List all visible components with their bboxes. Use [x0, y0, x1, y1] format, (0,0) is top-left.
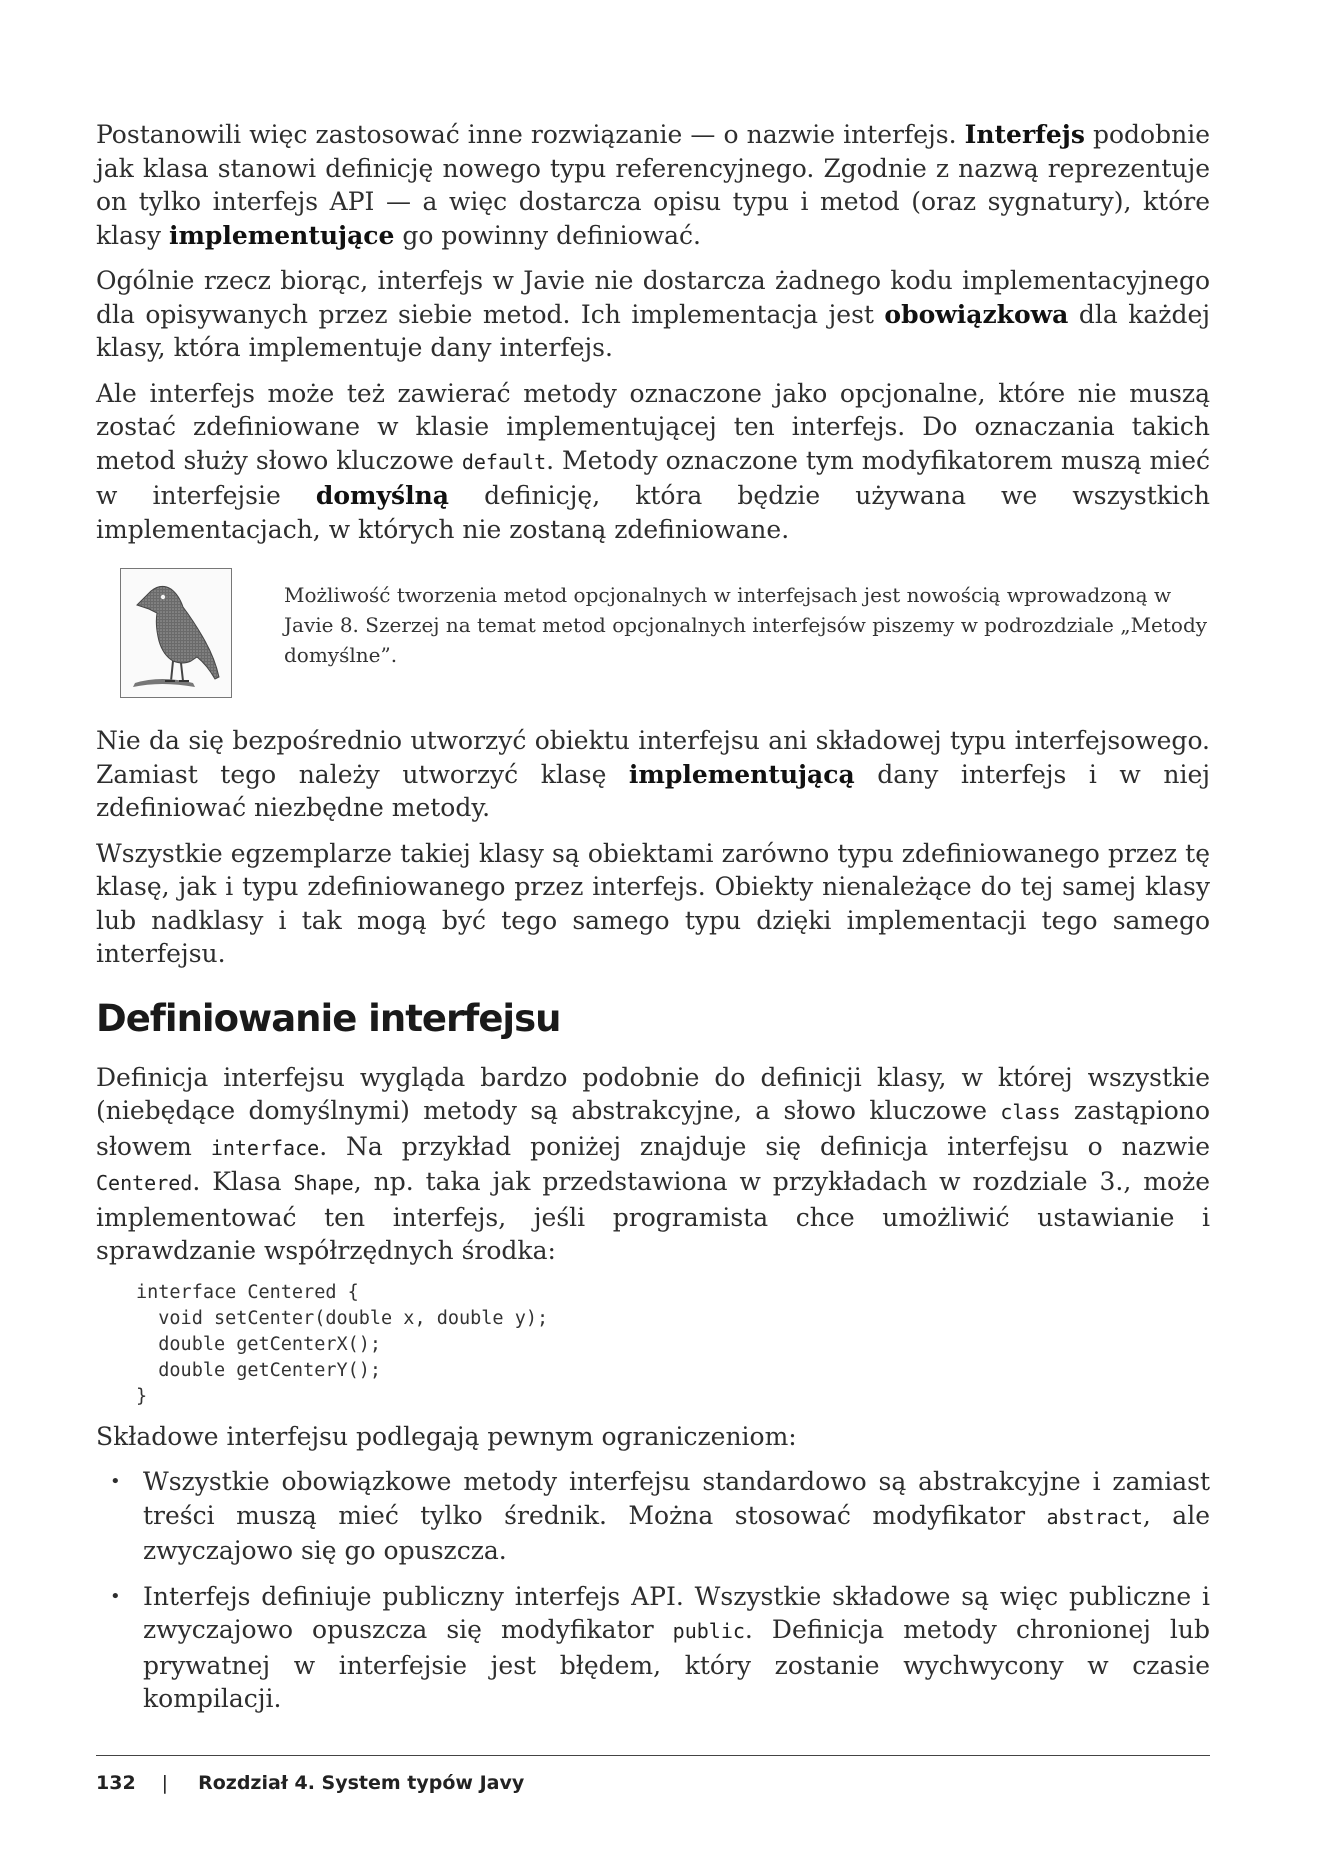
paragraph-6: [96, 1061, 1210, 1268]
inline-code: public: [672, 1619, 745, 1643]
paragraph-5: Wszystkie egzemplarze takiej klasy są obiektami zarówno typu zdefiniowanego przez tę klasę, jak i typu zdefiniowanego przez interfejs. Obiekty nienależące do tej samej klasy lub nadklasy i tak mogą być tego samego typu dzięki implementacji tego samego interfejsu.: [96, 838, 1210, 968]
bullet-list: [96, 1465, 1210, 1716]
bullet-icon: •: [110, 1471, 121, 1492]
paragraph-7: Składowe interfejsu podlegają pewnym ograniczeniom:: [96, 1421, 797, 1451]
chapter-title: Rozdział 4. System typów Javy: [198, 1772, 525, 1794]
inline-code: Shape: [293, 1171, 354, 1195]
note-box: [96, 568, 1210, 698]
bold-term: obowiązkowa: [884, 299, 1069, 329]
text: Ale interfejs może też zawierać metody oznaczone jako opcjonalne, które nie muszą zostać zdefiniowane w klasie implementującej ten interfejs. Do oznaczania takich metod służy słowo kluczowe: [96, 378, 1210, 475]
inline-code: interface: [210, 1135, 320, 1160]
bullet-icon: •: [110, 1585, 121, 1607]
text: Wszystkie obowiązkowe metody interfejsu standardowo są abstrakcyjne i zamiast treści muszą mieć tylko średnik. Można stosować modyfikator: [143, 1467, 1210, 1530]
list-item: [96, 1465, 1210, 1568]
paragraph-2: [96, 264, 1210, 365]
text: . Klasa: [192, 1167, 294, 1196]
crow-icon: [120, 568, 232, 698]
text: definicję, która będzie używana we wszystkich implementacjach, w których nie zostaną zdefiniowane.: [96, 481, 1210, 544]
paragraph-1: [96, 118, 1210, 252]
text: Ogólnie rzecz biorąc, interfejs w Javie nie dostarcza żadnego kodu implementacyjnego dla opisywanych przez siebie metod. Ich implementacja jest: [96, 266, 1210, 329]
crow-icon-graphic: [121, 569, 231, 697]
text: . Na przykład poniżej znajduje się definicja interfejsu o nazwie: [319, 1131, 1210, 1161]
paragraph-3: [96, 377, 1210, 547]
page-footer: [96, 1755, 1210, 1794]
text: go powinny definiować.: [394, 220, 701, 250]
text: . Definicja metody chronionej lub prywatnej w interfejsie jest błędem, który zostanie wychwycony w czasie kompilacji.: [143, 1615, 1210, 1713]
page-content: [96, 118, 1210, 1728]
text: Definicja interfejsu wygląda bardzo podobnie do definicji klasy, w której wszystkie (niebędące domyślnymi) metody są abstrakcyjne, a słowo kluczowe: [96, 1062, 1210, 1125]
code-block: interface Centered { void setCenter(double x, double y); double getCenterX(); double getCenterY(); }: [136, 1281, 549, 1407]
bold-term: implementującą: [628, 759, 855, 789]
inline-code: abstract: [1046, 1504, 1143, 1529]
text: podobnie jak klasa stanowi definicję nowego typu referencyjnego. Zgodnie z nazwą reprezentuje on tylko interfejs API — a więc dostarcza opisu typu i metod (oraz sygnatury), które klasy: [96, 120, 1210, 250]
inline-code: Centered: [96, 1171, 193, 1195]
footer-separator: |: [161, 1772, 169, 1794]
paragraph-4: [96, 724, 1210, 825]
section-heading: Definiowanie interfejsu: [96, 996, 561, 1040]
text: dla każdej klasy, która implementuje dany interfejs.: [96, 299, 1210, 362]
note-text: Możliwość tworzenia metod opcjonalnych w interfejsach jest nowością wprowadzoną w Javie 8. Szerzej na temat metod opcjonalnych interfejsów piszemy w podrozdziale „Metody domyślne”.: [284, 583, 1208, 667]
bold-term: implementujące: [168, 220, 395, 250]
bold-term: domyślną: [315, 481, 449, 510]
text: . Metody oznaczone tym modyfikatorem muszą mieć w interfejsie: [96, 445, 1211, 510]
page-number: 132: [96, 1772, 136, 1794]
text: dany interfejs i w niej zdefiniować niezbędne metody.: [96, 759, 1211, 822]
inline-code: class: [1000, 1100, 1061, 1124]
inline-code: default: [461, 449, 547, 474]
list-item: [96, 1580, 1210, 1716]
text: Nie da się bezpośrednio utworzyć obiektu interfejsu ani składowej typu interfejsowego. Zamiast tego należy utworzyć klasę: [96, 726, 1210, 789]
text: , ale zwyczajowo się go opuszcza.: [143, 1500, 1210, 1565]
bold-term: Interfejs: [964, 120, 1085, 149]
text: Interfejs definiuje publiczny interfejs API. Wszystkie składowe są więc publiczne i zwyczajowo opuszcza się modyfikator: [143, 1581, 1210, 1644]
text: Postanowili więc zastosować inne rozwiązanie — o nazwie interfejs.: [96, 120, 965, 149]
text: zastąpiono słowem: [96, 1096, 1210, 1161]
text: , np. taka jak przedstawiona w przykładach w rozdziale 3., może implementować ten interfejs, jeśli programista chce umożliwić ustawianie i sprawdzanie współrzędnych środka:: [96, 1167, 1210, 1265]
